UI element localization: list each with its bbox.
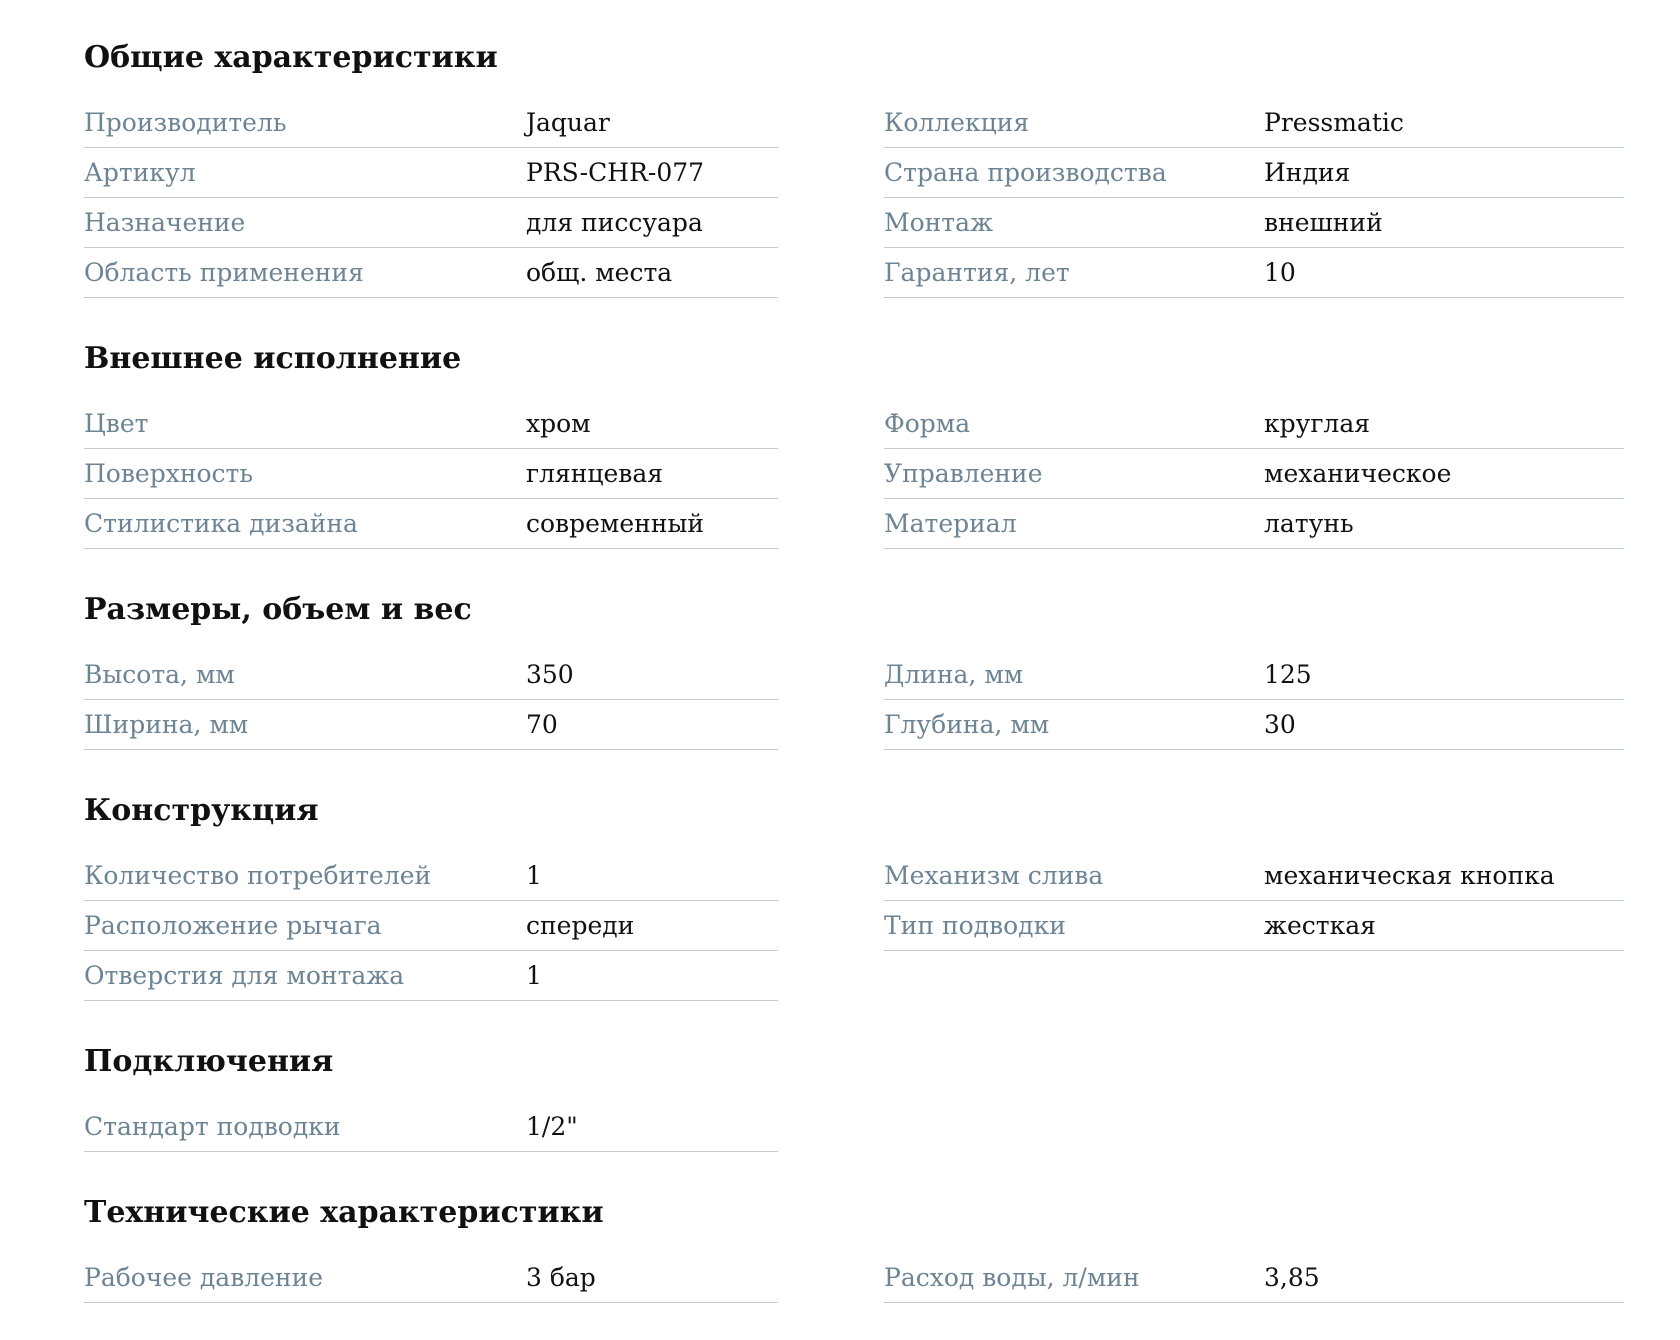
spec-row: [884, 449, 1624, 499]
spec-value: 1: [526, 861, 542, 890]
spec-row: [84, 399, 778, 449]
spec-value: 1: [526, 961, 542, 990]
spec-row: [84, 98, 778, 148]
spec-label: Стилистика дизайна: [84, 509, 358, 538]
spec-value: круглая: [1264, 409, 1370, 438]
spec-label: Стандарт подводки: [84, 1112, 341, 1141]
spec-row: [884, 98, 1624, 148]
spec-value: внешний: [1264, 208, 1383, 237]
spec-label: Рабочее давление: [84, 1263, 324, 1292]
spec-row: [84, 650, 778, 700]
spec-value: жесткая: [1264, 911, 1376, 940]
spec-column-right: [884, 650, 1624, 750]
spec-grid: [84, 1253, 1624, 1303]
spec-row: [84, 901, 778, 951]
spec-value: латунь: [1264, 509, 1354, 538]
spec-label: Глубина, мм: [884, 710, 1050, 739]
spec-row: [884, 650, 1624, 700]
spec-row: [84, 851, 778, 901]
spec-row: [884, 399, 1624, 449]
spec-column-right: [884, 851, 1624, 951]
spec-grid: [84, 98, 1624, 298]
spec-column-left: [84, 1102, 778, 1152]
spec-row: [84, 700, 778, 750]
spec-value: Pressmatic: [1264, 108, 1404, 137]
spec-value: 1/2": [526, 1112, 578, 1141]
spec-value: общ. места: [526, 258, 673, 287]
spec-row: [884, 198, 1624, 248]
spec-column-left: [84, 399, 778, 549]
spec-value: 10: [1264, 258, 1296, 287]
spec-label: Расход воды, л/мин: [884, 1263, 1140, 1292]
spec-value: 70: [526, 710, 558, 739]
spec-label: Ширина, мм: [84, 710, 249, 739]
spec-label: Цвет: [84, 409, 149, 438]
spec-value: хром: [526, 409, 591, 438]
spec-value: современный: [526, 509, 705, 538]
spec-row: [884, 248, 1624, 298]
section-title: Общие характеристики: [84, 40, 498, 75]
section-title: Внешнее исполнение: [84, 341, 462, 376]
spec-grid: [84, 399, 1624, 549]
spec-label: Количество потребителей: [84, 861, 432, 890]
section-title: Технические характеристики: [84, 1195, 604, 1230]
spec-value: 350: [526, 660, 574, 689]
specifications: [84, 0, 1624, 1303]
spec-grid: [84, 851, 1624, 1001]
spec-label: Артикул: [84, 158, 196, 187]
spec-label: Коллекция: [884, 108, 1030, 137]
spec-value: механическая кнопка: [1264, 861, 1555, 890]
spec-label: Форма: [884, 409, 971, 438]
spec-row: [884, 1253, 1624, 1303]
spec-value: 3,85: [1264, 1263, 1320, 1292]
spec-label: Управление: [884, 459, 1043, 488]
spec-column-left: [84, 98, 778, 298]
spec-value: 3 бар: [526, 1263, 596, 1292]
spec-label: Отверстия для монтажа: [84, 961, 405, 990]
section-title: Подключения: [84, 1044, 334, 1079]
spec-row: [884, 901, 1624, 951]
spec-label: Производитель: [84, 108, 287, 137]
spec-value: Индия: [1264, 158, 1351, 187]
section-title: Размеры, объем и вес: [84, 592, 472, 627]
spec-label: Страна производства: [884, 158, 1167, 187]
spec-column-right: [884, 98, 1624, 298]
spec-row: [884, 851, 1624, 901]
spec-row: [84, 1102, 778, 1152]
spec-row: [884, 499, 1624, 549]
spec-column-left: [84, 851, 778, 1001]
spec-grid: [84, 1102, 1624, 1152]
spec-label: Механизм слива: [884, 861, 1104, 890]
spec-row: [84, 499, 778, 549]
spec-value: 125: [1264, 660, 1312, 689]
spec-label: Тип подводки: [884, 911, 1066, 940]
spec-value: для писсуара: [526, 208, 703, 237]
spec-label: Высота, мм: [84, 660, 235, 689]
spec-row: [84, 449, 778, 499]
spec-value: 30: [1264, 710, 1296, 739]
spec-label: Назначение: [84, 208, 246, 237]
spec-label: Материал: [884, 509, 1017, 538]
spec-row: [884, 700, 1624, 750]
spec-column-left: [84, 1253, 778, 1303]
spec-label: Длина, мм: [884, 660, 1024, 689]
spec-label: Расположение рычага: [84, 911, 382, 940]
spec-row: [84, 248, 778, 298]
spec-value: механическое: [1264, 459, 1452, 488]
spec-row: [84, 951, 778, 1001]
spec-label: Поверхность: [84, 459, 253, 488]
spec-value: глянцевая: [526, 459, 664, 488]
section-title: Конструкция: [84, 793, 319, 828]
spec-column-left: [84, 650, 778, 750]
spec-label: Гарантия, лет: [884, 258, 1070, 287]
spec-column-right: [884, 399, 1624, 549]
spec-value: спереди: [526, 911, 635, 940]
spec-row: [84, 148, 778, 198]
spec-grid: [84, 650, 1624, 750]
spec-row: [84, 198, 778, 248]
spec-row: [84, 1253, 778, 1303]
spec-label: Монтаж: [884, 208, 994, 237]
spec-value: Jaquar: [526, 108, 610, 137]
spec-column-right: [884, 1253, 1624, 1303]
spec-row: [884, 148, 1624, 198]
spec-value: PRS-CHR-077: [526, 158, 705, 187]
spec-label: Область применения: [84, 258, 364, 287]
